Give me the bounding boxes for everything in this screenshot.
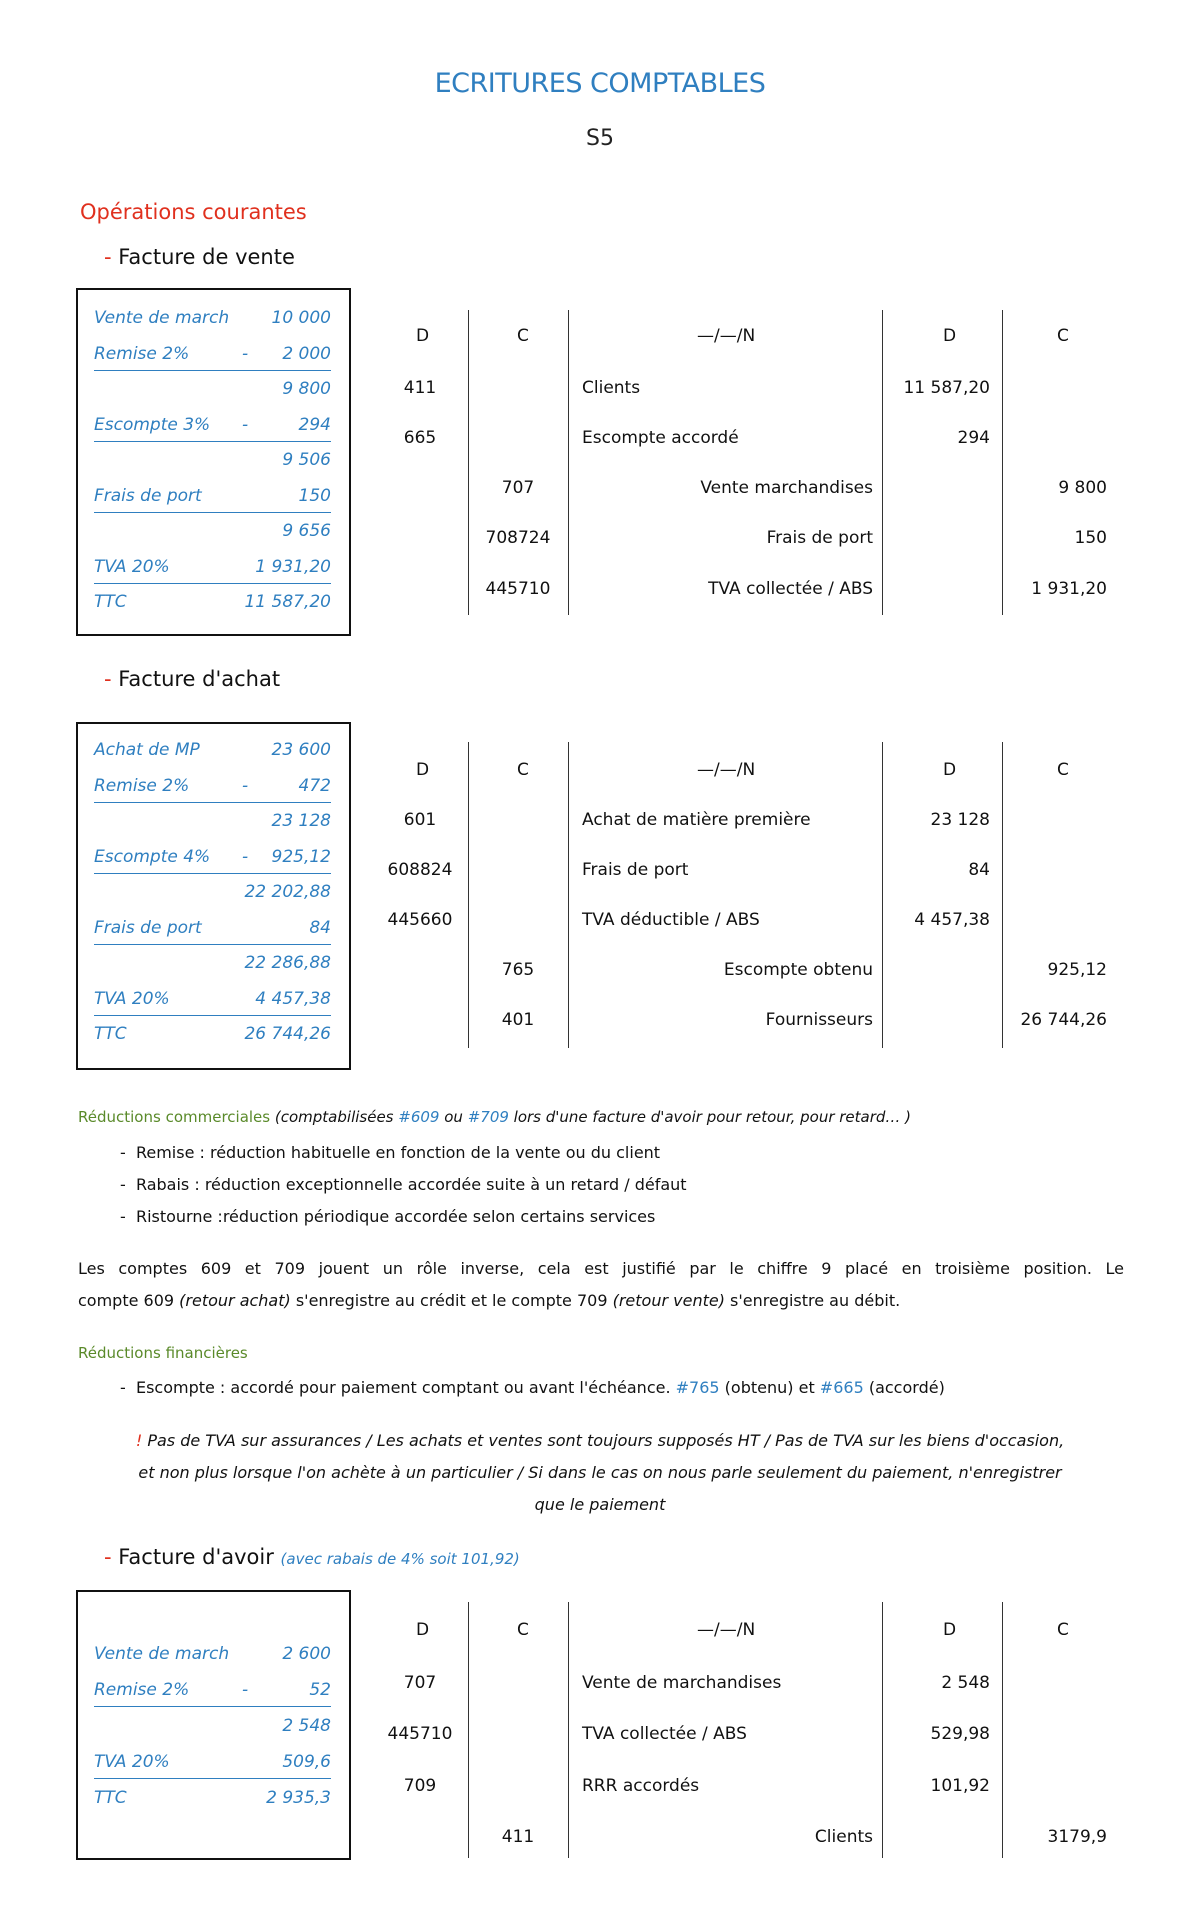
calc-row xyxy=(94,847,331,874)
journal-credit-amount: 1 931,20 xyxy=(1031,579,1107,599)
calc-operator: - xyxy=(242,846,249,867)
calc-row xyxy=(94,989,331,1016)
journal-debit-amount: 529,98 xyxy=(930,1724,990,1744)
calc-label: Frais de port xyxy=(94,485,202,506)
journal-account-label: Escompte accordé xyxy=(582,428,739,448)
calc-label: TVA 20% xyxy=(94,1752,170,1772)
calc-value: 23 600 xyxy=(271,740,331,760)
journal-account-label: TVA collectée / ABS xyxy=(708,579,873,599)
journal-column-rule xyxy=(468,310,469,615)
journal-account-label: Clients xyxy=(582,378,641,398)
journal-account-label: Frais de port xyxy=(766,528,873,548)
calc-value: 2 600 xyxy=(282,1644,331,1664)
calc-row xyxy=(94,1680,331,1707)
journal-header-credit: C xyxy=(1057,760,1069,780)
escompte-mid: (obtenu) et xyxy=(719,1378,820,1397)
calc-label: Vente de march xyxy=(94,308,230,328)
calc-value: 509,6 xyxy=(282,1752,331,1772)
calc-row xyxy=(94,557,331,584)
journal-column-rule xyxy=(468,742,469,1048)
para-l2-d: (retour vente) xyxy=(612,1291,725,1310)
journal-column-rule xyxy=(1002,310,1003,615)
calc-row xyxy=(94,918,331,945)
journal-debit-amount: 84 xyxy=(968,860,990,880)
journal-debit-account: 601 xyxy=(403,810,437,830)
calc-row xyxy=(94,953,331,979)
journal-debit-amount: 101,92 xyxy=(930,1776,990,1796)
para-l2-b: (retour achat) xyxy=(179,1291,291,1310)
heading-facture-achat xyxy=(104,667,280,691)
journal-credit-amount: 150 xyxy=(1074,528,1107,548)
warning-line3: que le paiement xyxy=(534,1495,666,1514)
journal-credit-account: 765 xyxy=(501,960,535,980)
calc-row xyxy=(94,1788,331,1814)
para-l2-c: s'enregistre au crédit et le compte 709 xyxy=(290,1291,613,1310)
paragraph-609-709-line2 xyxy=(78,1285,900,1317)
journal-debit-account: 709 xyxy=(403,1776,437,1796)
account-665-ref: #665 xyxy=(819,1378,864,1397)
journal-column-rule xyxy=(882,742,883,1048)
reductions-note-pre: (comptabilisées xyxy=(274,1108,399,1126)
calc-label: Escompte 3% xyxy=(94,414,211,435)
page-title: ECRITURES COMPTABLES xyxy=(434,68,766,99)
calc-label: Escompte 4% xyxy=(94,846,211,867)
journal-credit-account: 707 xyxy=(501,478,535,498)
calc-label: TVA 20% xyxy=(94,988,170,1009)
journal-account-label: Vente marchandises xyxy=(700,478,873,498)
journal-column-rule xyxy=(568,742,569,1048)
journal-debit-account: 608824 xyxy=(387,860,453,880)
calc-row xyxy=(94,882,331,908)
dash-bullet: - xyxy=(104,667,112,691)
journal-header-debit: D xyxy=(943,1620,957,1640)
journal-account-label: Achat de matière première xyxy=(582,810,811,830)
warning-note xyxy=(0,1425,1200,1521)
calc-value: 2 000 xyxy=(282,343,331,364)
journal-credit-account: 445710 xyxy=(485,579,551,599)
calc-box-achat xyxy=(76,722,351,1070)
heading-facture-vente xyxy=(104,245,295,269)
escompte-pre: Escompte : accordé pour paiement comptant ou avant l'échéance. xyxy=(135,1378,676,1397)
section-title-operations: Opérations courantes xyxy=(80,200,307,224)
journal-account-label: RRR accordés xyxy=(582,1776,700,1796)
journal-header-debit-account: D xyxy=(416,1620,430,1640)
paragraph-609-709-line1: Les comptes 609 et 709 jouent un rôle inverse, cela est justifié par le chiffre 9 placé en troisième position. Le xyxy=(78,1259,1124,1278)
journal-header-debit: D xyxy=(943,326,957,346)
calc-label: TTC xyxy=(94,1788,127,1808)
para-l2-a: compte 609 xyxy=(78,1291,180,1310)
journal-credit-account: 401 xyxy=(501,1010,535,1030)
calc-value: 9 800 xyxy=(282,379,331,399)
warning-mark: ! xyxy=(135,1431,143,1450)
calc-row xyxy=(94,308,331,334)
calc-value: 84 xyxy=(309,917,331,938)
dash-bullet: - xyxy=(104,1545,112,1569)
journal-credit-account: 708724 xyxy=(485,528,551,548)
bullet-ristourne-text: Ristourne :réduction périodique accordée selon certains services xyxy=(135,1207,656,1226)
calc-row xyxy=(94,1716,331,1742)
journal-debit-amount: 294 xyxy=(957,428,990,448)
calc-value: 472 xyxy=(298,775,331,796)
account-765-ref: #765 xyxy=(675,1378,720,1397)
calc-box-avoir xyxy=(76,1590,351,1860)
journal-header-debit-account: D xyxy=(416,760,430,780)
calc-row xyxy=(94,1024,331,1050)
journal-debit-amount: 4 457,38 xyxy=(914,910,990,930)
calc-operator: - xyxy=(242,414,249,435)
heading-facture-avoir xyxy=(104,1545,520,1569)
journal-account-label: TVA collectée / ABS xyxy=(582,1724,747,1744)
calc-value: 11 587,20 xyxy=(244,592,331,612)
journal-column-rule xyxy=(568,1602,569,1858)
journal-header-date: —/—/N xyxy=(697,1620,756,1640)
journal-account-label: Clients xyxy=(814,1827,873,1847)
journal-column-rule xyxy=(568,310,569,615)
journal-header-debit: D xyxy=(943,760,957,780)
reductions-note-post: lors d'une facture d'avoir pour retour, pour retard… ) xyxy=(508,1108,912,1126)
calc-box-vente xyxy=(76,288,351,636)
journal-debit-account: 707 xyxy=(403,1673,437,1693)
journal-column-rule xyxy=(882,310,883,615)
para-l2-e: s'enregistre au débit. xyxy=(724,1291,901,1310)
calc-value: 23 128 xyxy=(271,811,331,831)
journal-credit-amount: 9 800 xyxy=(1058,478,1107,498)
heading-facture-achat-label: Facture d'achat xyxy=(118,667,281,691)
reductions-note-mid: ou xyxy=(439,1108,468,1126)
account-709-ref: #709 xyxy=(467,1108,509,1126)
page-subtitle: S5 xyxy=(586,126,614,151)
journal-header-debit-account: D xyxy=(416,326,430,346)
calc-label: TTC xyxy=(94,592,127,612)
journal-debit-amount: 23 128 xyxy=(930,810,990,830)
calc-value: 2 548 xyxy=(282,1716,331,1736)
calc-value: 2 935,3 xyxy=(266,1788,331,1808)
calc-label: Vente de march xyxy=(94,1644,230,1664)
journal-credit-amount: 3179,9 xyxy=(1047,1827,1107,1847)
journal-header-credit-account: C xyxy=(517,1620,529,1640)
journal-column-rule xyxy=(882,1602,883,1858)
calc-row xyxy=(94,740,331,766)
journal-column-rule xyxy=(1002,742,1003,1048)
calc-row xyxy=(94,1644,331,1670)
journal-column-rule xyxy=(1002,1602,1003,1858)
journal-account-label: TVA déductible / ABS xyxy=(582,910,760,930)
bullet-remise: - Remise : réduction habituelle en fonction de la vente ou du client xyxy=(120,1143,661,1162)
account-609-ref: #609 xyxy=(398,1108,440,1126)
calc-row xyxy=(94,379,331,405)
calc-row xyxy=(94,450,331,476)
journal-debit-account: 411 xyxy=(403,378,437,398)
journal-debit-account: 445710 xyxy=(387,1724,453,1744)
calc-label: Remise 2% xyxy=(94,343,190,364)
journal-credit-account: 411 xyxy=(501,1827,535,1847)
journal-header-credit: C xyxy=(1057,326,1069,346)
bullet-escompte: - Escompte : accordé pour paiement comptant ou avant l'échéance. #765 (obtenu) et #665 (accordé) xyxy=(120,1378,945,1397)
calc-label: Achat de MP xyxy=(94,740,200,760)
calc-label: TVA 20% xyxy=(94,556,170,577)
calc-label: Remise 2% xyxy=(94,775,190,796)
dash-bullet: - xyxy=(104,245,112,269)
calc-value: 22 286,88 xyxy=(244,953,331,973)
bullet-rabais-text: Rabais : réduction exceptionnelle accordée suite à un retard / défaut xyxy=(135,1175,687,1194)
reductions-commerciales-line xyxy=(78,1101,911,1133)
calc-row xyxy=(94,776,331,803)
reductions-financieres-title: Réductions financières xyxy=(78,1344,248,1362)
calc-label: TTC xyxy=(94,1024,127,1044)
journal-header-date: —/—/N xyxy=(697,760,756,780)
calc-row xyxy=(94,521,331,547)
calc-row xyxy=(94,811,331,837)
calc-row xyxy=(94,415,331,442)
calc-row xyxy=(94,1752,331,1779)
warning-line1-text: Pas de TVA sur assurances / Les achats et ventes sont toujours supposés HT / Pas de TVA sur les biens d'occasion, xyxy=(142,1431,1065,1450)
bullet-remise-text: Remise : réduction habituelle en fonction de la vente ou du client xyxy=(135,1143,661,1162)
journal-header-credit-account: C xyxy=(517,760,529,780)
heading-facture-avoir-label: Facture d'avoir xyxy=(118,1545,274,1569)
calc-row xyxy=(94,486,331,513)
journal-account-label: Vente de marchandises xyxy=(582,1673,782,1693)
journal-credit-amount: 925,12 xyxy=(1047,960,1107,980)
calc-label: Remise 2% xyxy=(94,1680,190,1700)
calc-row xyxy=(94,344,331,371)
journal-credit-amount: 26 744,26 xyxy=(1020,1010,1107,1030)
warning-line2: et non plus lorsque l'on achète à un particulier / Si dans le cas on nous parle seulement du paiement, n'enregistrer xyxy=(138,1463,1062,1482)
heading-facture-vente-label: Facture de vente xyxy=(118,245,295,269)
warning-line1 xyxy=(0,1425,1200,1457)
journal-debit-amount: 2 548 xyxy=(941,1673,990,1693)
journal-header-credit: C xyxy=(1057,1620,1069,1640)
calc-value: 10 000 xyxy=(271,308,331,328)
journal-debit-amount: 11 587,20 xyxy=(903,378,990,398)
calc-label: Frais de port xyxy=(94,917,202,938)
calc-value: 150 xyxy=(298,485,331,506)
calc-value: 1 931,20 xyxy=(255,556,331,577)
calc-value: 9 506 xyxy=(282,450,331,470)
calc-value: 52 xyxy=(309,1680,331,1700)
calc-value: 4 457,38 xyxy=(255,988,331,1009)
bullet-ristourne: - Ristourne :réduction périodique accordée selon certains services xyxy=(120,1207,656,1226)
reductions-commerciales-title: Réductions commerciales xyxy=(78,1108,271,1126)
bullet-rabais: - Rabais : réduction exceptionnelle accordée suite à un retard / défaut xyxy=(120,1175,687,1194)
journal-header-credit-account: C xyxy=(517,326,529,346)
journal-account-label: Escompte obtenu xyxy=(723,960,873,980)
calc-value: 925,12 xyxy=(271,846,331,867)
journal-debit-account: 665 xyxy=(403,428,437,448)
calc-operator: - xyxy=(242,343,249,364)
calc-value: 22 202,88 xyxy=(244,882,331,902)
calc-value: 294 xyxy=(298,414,331,435)
journal-account-label: Fournisseurs xyxy=(765,1010,873,1030)
escompte-post: (accordé) xyxy=(863,1378,945,1397)
calc-operator: - xyxy=(242,775,249,796)
journal-header-date: —/—/N xyxy=(697,326,756,346)
calc-row xyxy=(94,592,331,618)
calc-value: 26 744,26 xyxy=(244,1024,331,1044)
calc-operator: - xyxy=(242,1680,249,1700)
journal-account-label: Frais de port xyxy=(582,860,689,880)
journal-debit-account: 445660 xyxy=(387,910,453,930)
journal-column-rule xyxy=(468,1602,469,1858)
heading-facture-avoir-note: (avec rabais de 4% soit 101,92) xyxy=(280,1550,520,1568)
calc-value: 9 656 xyxy=(282,521,331,541)
